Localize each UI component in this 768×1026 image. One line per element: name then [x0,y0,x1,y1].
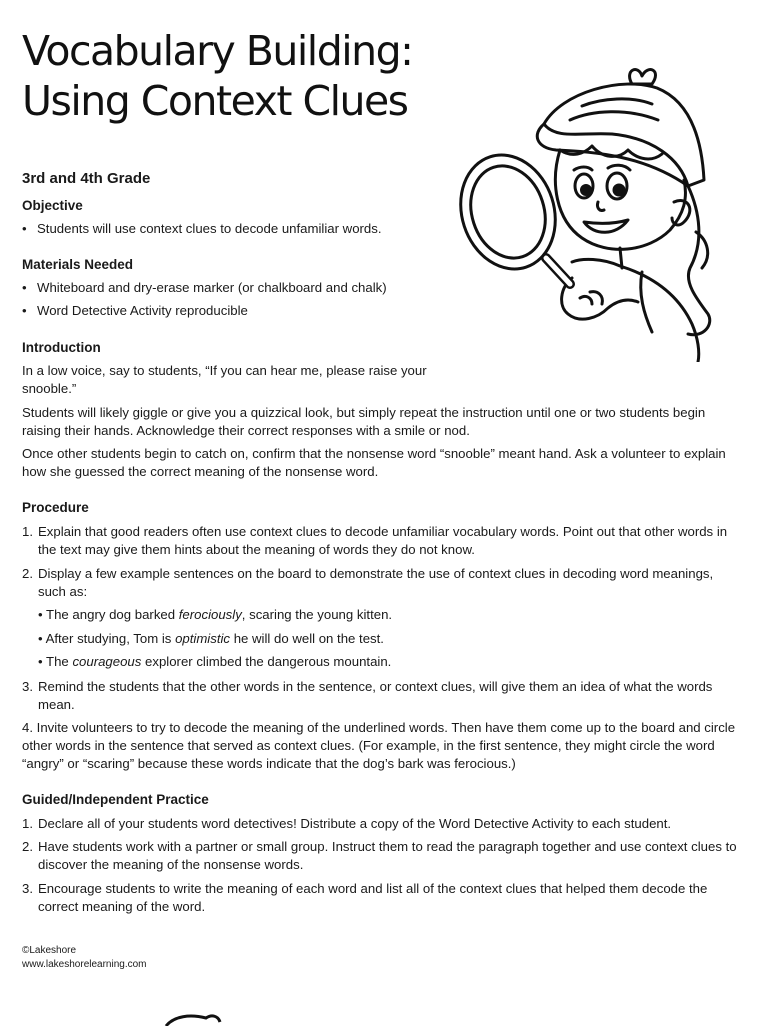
procedure-step [22,678,742,714]
introduction-heading: Introduction [22,340,101,355]
procedure-step [22,523,742,559]
bullet-dot: • [22,303,27,318]
step-text: Have students work with a partner or small group. Instruct them to read the paragraph together and use context clues to discover the meaning of the nonsense words. [38,839,737,872]
page-title [22,26,412,126]
introduction-paragraph-2: Students will likely giggle or give you a quizzical look, but simply repeat the instruction until one or two students begin raising their hands. Acknowledge their correct responses with a smile or nod. [22,405,706,438]
step-text: Display a few example sentences on the board to demonstrate the use of context clues in decoding word meanings, such as: [38,566,714,599]
materials-item-text: Whiteboard and dry-erase marker (or chalkboard and chalk) [37,280,387,295]
step-number: 1. [22,816,33,831]
footer [22,944,147,972]
step-number: 3. [22,679,33,694]
example-sentence: • The courageous explorer climbed the dangerous mountain. [38,654,392,669]
example-sentence: • The angry dog barked ferociously, scaring the young kitten. [38,607,393,622]
website-url[interactable]: www.lakeshorelearning.com [22,959,147,970]
introduction-paragraph-3: Once other students begin to catch on, confirm that the nonsense word “snooble” meant hand. Ask a volunteer to explain how she guessed the correct meaning of the nonsense word. [22,446,726,479]
bullet-dot: • [22,221,27,236]
materials-heading: Materials Needed [22,257,134,272]
example-text: he will do well on the test. [230,631,384,646]
title-line-2: Using Context Clues [22,77,408,125]
practice-step [22,838,742,874]
introduction-paragraph-1: In a low voice, say to students, “If you can hear me, please raise your snooble.” [22,363,427,396]
objective-item [22,220,382,238]
example-target-word: courageous [72,654,142,669]
procedure-step [22,719,747,773]
grade-level: 3rd and 4th Grade [22,170,151,187]
example-text: The [46,654,73,669]
objective-heading: Objective [22,198,83,213]
practice-step [22,880,742,916]
step-text: Encourage students to write the meaning of each word and list all of the context clues that helped them decode the correct meaning of the word. [38,881,708,914]
practice-heading: Guided/Independent Practice [22,792,209,807]
practice-step [22,815,742,833]
step-text: Explain that good readers often use context clues to decode unfamiliar vocabulary words. Point out that other words in the text may give them hints about the meaning of words they do not know. [38,524,728,557]
copyright-text: ©Lakeshore [22,945,77,956]
example-text: , scaring the young kitten. [241,607,393,622]
example-sentence: • After studying, Tom is optimistic he will do well on the test. [38,631,384,646]
step-number: 2. [22,839,33,854]
step-text: Declare all of your students word detectives! Distribute a copy of the Word Detective Activity to each student. [38,816,672,831]
materials-item-text: Word Detective Activity reproducible [37,303,248,318]
example-text: explorer climbed the dangerous mountain. [141,654,392,669]
materials-item [22,302,248,320]
detective-girl-illustration [452,62,742,362]
example-text: The angry dog barked [46,607,179,622]
step-number: 4. [22,720,33,735]
bullet-dot: • [22,280,27,295]
objective-item-text: Students will use context clues to decode unfamiliar words. [37,221,382,236]
example-target-word: ferociously [178,607,242,622]
step-number: 3. [22,881,33,896]
step-number: 1. [22,524,33,539]
title-line-1: Vocabulary Building: [22,27,413,75]
example-target-word: optimistic [175,631,231,646]
step-number: 2. [22,566,33,581]
step-text: Invite volunteers to try to decode the meaning of the underlined words. Then have them come up to the board and circle other words in the sentence that served as context clues. (For example, in the first sentence, they might circle the word “angry” or “scaring” because these words indicate that the dog’s bark was ferocious.) [22,720,736,771]
procedure-heading: Procedure [22,500,89,515]
step-text: Remind the students that the other words in the sentence, or context clues, will give them an idea of what the words mean. [38,679,713,712]
procedure-step [22,565,742,601]
materials-item [22,279,387,297]
example-text: After studying, Tom is [45,631,176,646]
